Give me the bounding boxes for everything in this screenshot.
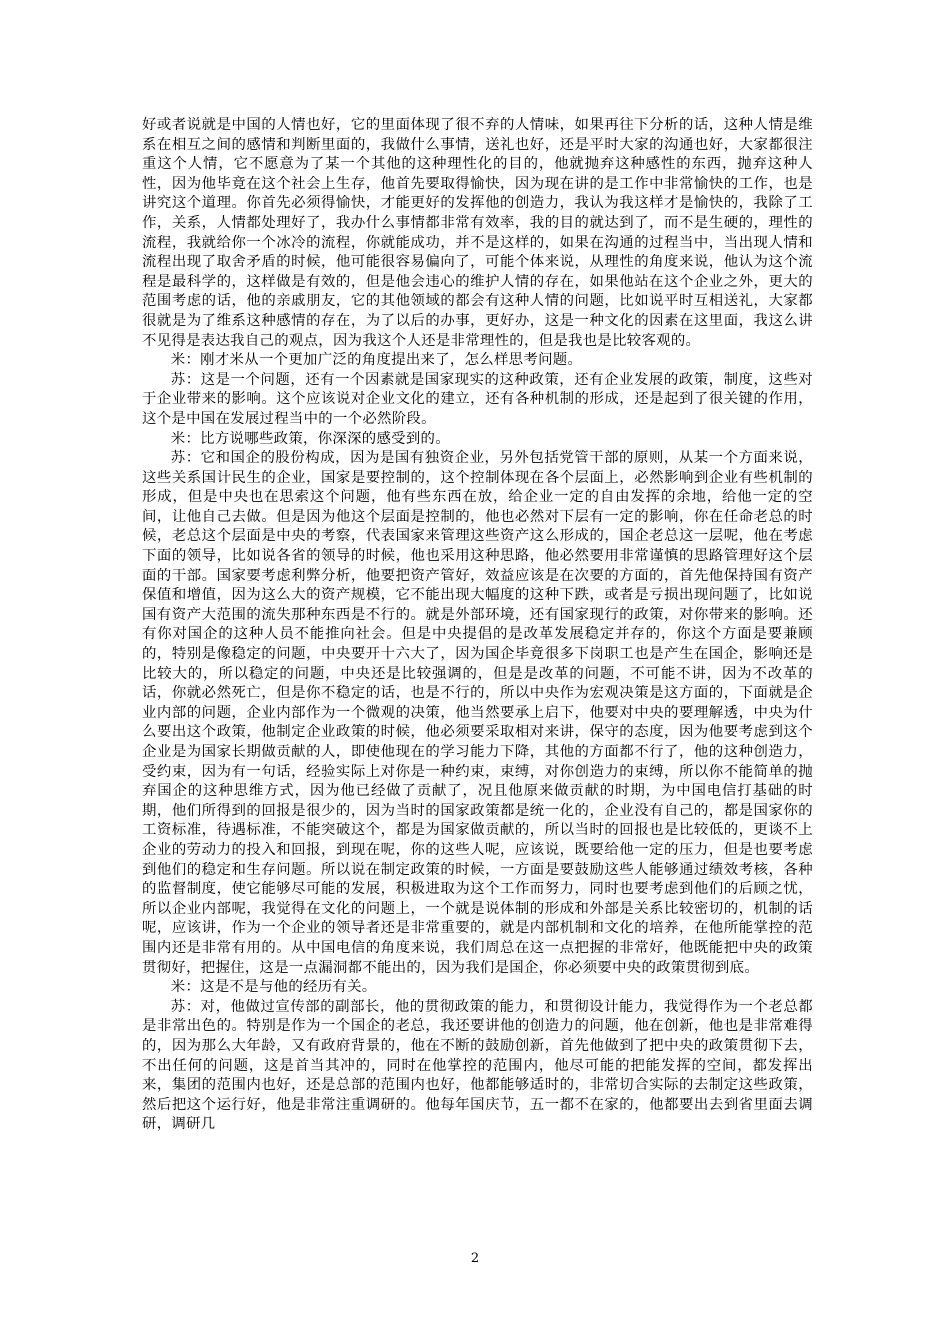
paragraph: 苏：对，他做过宣传部的副部长，他的贯彻政策的能力，和贯彻设计能力，我觉得作为一个老总都是非常出色的。特别是作为一个国企的老总，我还要讲他的创造力的问题，他在创新，他也是非常难得的，因为那么大年龄，又有政府背景的，他在不断的鼓励创新，首先他做到了把中央的政策贯彻下去，不出任何的问题，这是首当其冲的，同时在他掌控的范围内，他尽可能的把能发挥的空间，都发挥出来，集团的范围内也好，还是总部的范围内也好，他都能够适时的，非常切合实际的去制定这些政策，然后把这个运行好，他是非常注重调研的。他每年国庆节，五一都不在家的，他都要出去到省里面去调研，调研几	[142, 998, 813, 1133]
paragraph: 米：比方说哪些政策，你深深的感受到的。	[170, 430, 450, 447]
body-text	[142, 116, 813, 1135]
paragraph: 苏：它和国企的股份构成，因为是国有独资企业，另外包括党管干部的原则，从某一个方面来说，这些关系国计民生的企业，国家是要控制的，这个控制体现在各个层面上，必然影响到企业有些机制的形成，但是中央也在思索这个问题，他有些东西在放，给企业一定的自由发挥的余地，给他一定的空间，让他自己去做。但是因为他这个层面是控制的，他也必然对下层有一定的影响，你在任命老总的时候，老总这个层面是中央的考察，代表国家来管理这些资产这么形成的，国企老总这一层呢，他在考虑下面的领导，比如说各省的领导的时候，他也采用这种思路，他必然要用非常谨慎的思路管理好这个层面的干部。国家要考虑利弊分析，他要把资产管好，效益应该是在次要的方面的，首先他保持国有资产保值和增值，因为这么大的资产规模，它不能出现大幅度的这种下跌，或者是亏损出现问题了，比如说国有资产大范围的流失那种东西是不行的。就是外部环境，还有国家现行的政策，对你带来的影响。还有你对国企的这种人员不能推向社会。但是中央提倡的是改革发展稳定并存的，你这个方面是要兼顾的，特别是像稳定的问题，中央要开十六大了，因为国企毕竟很多下岗职工也是产生在国企，影响还是比较大的，所以稳定的问题，中央还是比较强调的，但是是改革的问题，不可能不讲，因为不改革的话，你就必然死亡，但是你不稳定的话，也是不行的，所以中央作为宏观决策是这方面的，下面就是企业内部的问题，企业内部作为一个微观的决策，他当然要承上启下，他要对中央的要理解透，中央为什么要出这个政策，他制定企业政策的时候，他必须要采取相对来讲，保守的态度，因为他要考虑到这个企业是为国家长期做贡献的人，即使他现在的学习能力下降，其他的方面都不行了，他的这种创造力，受约束，因为有一句话，经验实际上对你是一种约束，束缚，对你创造力的束缚，所以你不能简单的抛弃国企的这种思维方式，因为他已经做了贡献了，况且他原来做贡献的时期，为中国电信打基础的时期，他们所得到的回报是很少的，因为当时的国家政策都是统一化的，企业没有自己的，都是国家你的工资标准，待遇标准，不能突破这个，都是为国家做贡献的，所以当时的回报也是比较低的，更谈不上企业的劳动力的投入和回报，到现在呢，你的这些人呢，应该说，既要给他一定的压力，但是也要考虑到他们的稳定和生存问题。所以说在制定政策的时候，一方面是要鼓励这些人能够通过绩效考核，各种的监督制度，使它能够尽可能的发展，积极进取为这个工作而努力，同时也要考虑到他们的后顾之忧，所以企业内部呢，我觉得在文化的问题上，一个就是说体制的形成和外部是关系比较密切的，机制的话呢，应该讲，作为一个企业的领导者还是非常重要的，就是内部机制和文化的培养，在他所能掌控的范围内还是非常有用的。从中国电信的角度来说，我们周总在这一点把握的非常好，他既能把中央的政策贯彻好，把握住，这是一点漏洞都不能出的，因为我们是国企，你必须要中央的政策贯彻到底。	[142, 450, 813, 976]
paragraph: 米：这是不是与他的经历有关。	[170, 979, 377, 996]
paragraph: 米：刚才米从一个更加广泛的角度提出来了，怎么样思考问题。	[170, 352, 583, 369]
paragraph: 苏：这是一个问题，还有一个因素就是国家现实的这种政策，还有企业发展的政策，制度，这些对于企业带来的影响。这个应该说对企业文化的建立，还有各种机制的形成，还是起到了很关键的作用，这个是中国在发展过程当中的一个必然阶段。	[142, 371, 813, 427]
page-number: 2	[470, 1251, 480, 1266]
paragraph: 好或者说就是中国的人情也好，它的里面体现了很不弃的人情味，如果再往下分析的话，这种人情是维系在相互之间的感情和判断里面的，我做什么事情，送礼也好，还是平时大家的沟通也好，大家都很注重这个人情，它不愿意为了某一个其他的这种理性化的目的，他就抛弃这种感性的东西，抛弃这种人性，因为他毕竟在这个社会上生存，他首先要取得愉快，因为现在讲的是工作中非常愉快的工作，也是讲究这个道理。你首先必须得愉快，才能更好的发挥他的创造力，我认为我这样才是愉快的，我除了工作，关系，人情都处理好了，我办什么事情都非常有效率，我的目的就达到了，而不是生硬的，理性的流程，我就给你一个冰冷的流程，你就能成功，并不是这样的，如果在沟通的过程当中，当出现人情和流程出现了取舍矛盾的时候，他可能很容易偏向了，可能个体来说，从理性的角度来说，他认为这个流程是最科学的，这样做是有效的，但是他会违心的维护人情的存在，如果他站在这个企业之外，更大的范围考虑的话，他的亲戚朋友，它的其他领域的都会有这种人情的问题，比如说平时互相送礼，大家都很就是为了维系这种感情的存在，为了以后的办事，更好办，这是一种文化的因素在这里面，我这么讲不见得是表达我自己的观点，因为我这个人还是非常理性的，但是我也是比较客观的。	[142, 117, 813, 349]
